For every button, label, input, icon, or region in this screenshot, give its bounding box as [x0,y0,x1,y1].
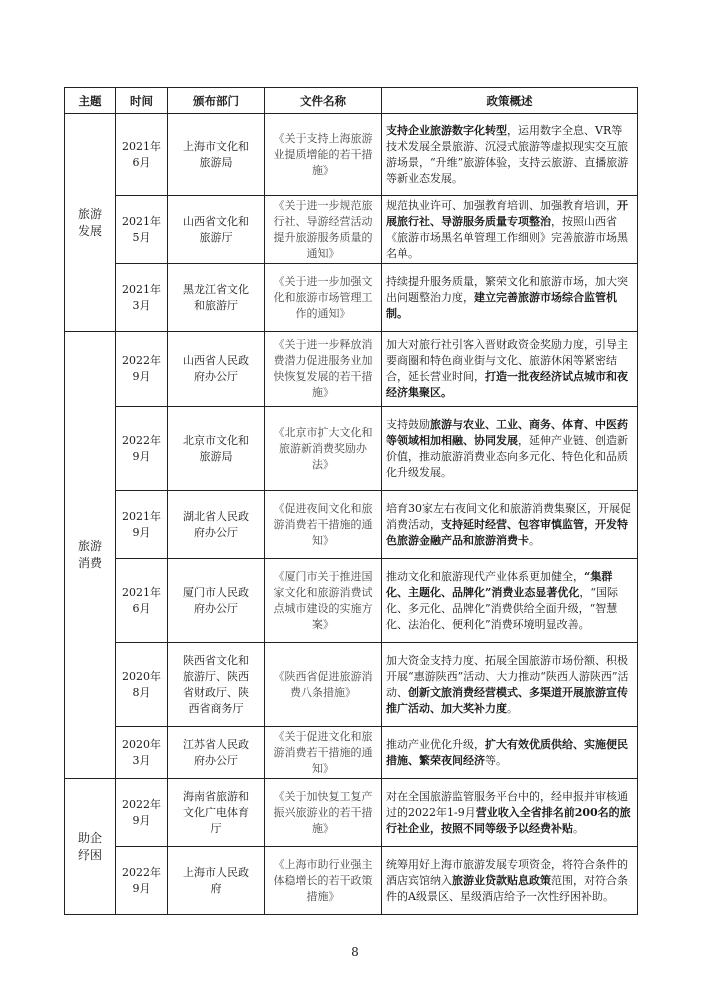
document-name-cell: 《关于支持上海旅游 业提质增能的若干措 施》 [265,114,382,196]
topic-cell: 旅游 发展 [65,114,116,332]
policy-summary-cell [382,643,638,727]
policy-summary-text: ，按照山西省《旅游市场黑名单管理工作细则》完善旅游市场黑名单。 [386,214,628,260]
document-name-cell: 《关于进一步释放消 费潜力促进服务业加 快恢复发展的若干措 施》 [265,332,382,407]
policy-summary-text: 。 [529,533,540,547]
topic-cell: 旅游 消费 [65,332,116,779]
time-cell: 2021年 9月 [116,491,168,559]
department-cell: 湖北省人民政 府办公厅 [168,491,265,559]
policy-summary-emphasis: 打造一批夜经济试点城市和夜经济集聚区。 [386,370,628,399]
policy-summary-cell [382,491,638,559]
table-header-row [65,88,638,114]
document-name-cell: 《关于加快复工复产 振兴旅游业的若干措 施》 [265,779,382,847]
table-row [65,779,638,847]
policy-summary-text: 等。 [485,753,507,767]
policy-summary-text: 。 [507,701,518,715]
policy-summary-emphasis: 支持延时经营、包容审慎监管，开发特色旅游金融产品和旅游消费卡 [386,517,628,547]
policy-summary-emphasis: “集群化、主题化、品牌化”消费业态显著优化 [386,569,613,599]
department-cell: 江苏省人民政 府办公厅 [168,727,265,779]
time-cell: 2021年 3月 [116,264,168,332]
department-cell: 山西省人民政 府办公厅 [168,332,265,407]
policy-summary-text: 持续提升服务质量，繁荣文化和旅游市场，加大突出问题整治力度， [386,274,628,304]
document-name-cell: 《关于促进文化和旅 游消费若干措施的通 知》 [265,727,382,779]
policy-summary-text: 推动产业优化升级， [386,737,485,751]
topic-cell: 助企 纾困 [65,779,116,915]
policy-summary-emphasis: 扩大有效优质供给、实施便民措施、繁荣夜间经济 [386,737,628,767]
header-topic: 主题 [65,88,116,114]
department-cell: 厦门市人民政 府办公厅 [168,559,265,643]
policy-summary-emphasis: 开展旅行社、导游服务质量专项整治 [386,198,628,228]
policy-summary-text: 对在全国旅游监管服务平台中的，经申报并审核通过的2022年1-9月 [386,789,628,819]
time-cell: 2020年 3月 [116,727,168,779]
document-name-cell: 《上海市助行业强主 体稳增长的若干政策 措施》 [265,847,382,915]
document-name-cell: 《北京市扩大文化和 旅游新消费奖励办 法》 [265,407,382,491]
table-row [65,643,638,727]
policy-summary-cell [382,264,638,332]
policy-summary-cell [382,196,638,264]
policy-summary-text: 。 [573,821,584,835]
policy-summary-text: 加大资金支持力度、拓展全国旅游市场份额、积极开展“惠游陕西”活动、大力推动“陕西人游陕西”活动、 [386,653,629,699]
time-cell: 2022年 9月 [116,847,168,915]
time-cell: 2021年 6月 [116,114,168,196]
table-row [65,114,638,196]
table-row [65,264,638,332]
page-number: 8 [351,945,359,959]
department-cell: 上海市人民政 府 [168,847,265,915]
department-cell: 上海市文化和 旅游局 [168,114,265,196]
document-name-cell: 《关于进一步加强文 化和旅游市场管理工 作的通知》 [265,264,382,332]
policy-summary-text: ，运用数字全息、VR等技术发展全景旅游、沉浸式旅游等虚拟现实交互旅游场景，“升维”旅游体验，支持云旅游、直播旅游等新业态发展。 [386,123,629,185]
table-row [65,727,638,779]
table-row [65,196,638,264]
policy-summary-emphasis: 支持企业旅游数字化转型 [386,123,507,137]
document-name-cell: 《促进夜间文化和旅 游消费若干措施的通 知》 [265,491,382,559]
policy-summary-text: 范围，对符合条件的A级景区、星级酒店给予一次性纾困补助。 [386,873,628,903]
department-cell: 山西省文化和 旅游厅 [168,196,265,264]
time-cell: 2022年 9月 [116,407,168,491]
document-name-cell: 《厦门市关于推进国 家文化和旅游消费试 点城市建设的实施方 案》 [265,559,382,643]
policy-summary-emphasis: 旅游业贷款贴息政策 [452,873,551,887]
policy-summary-text: 支持鼓励 [386,417,430,431]
policy-summary-emphasis: 创新文旅消费经营模式、多渠道开展旅游宣传推广活动、加大奖补力度 [386,685,628,715]
table-row [65,491,638,559]
policy-summary-cell [382,727,638,779]
time-cell: 2021年 5月 [116,196,168,264]
policy-summary-text: ，延伸产业链、创造新价值，推动旅游消费业态向多元化、特色化和品质化升级发展。 [386,433,628,479]
policy-summary-text: 加大对旅行社引客入晋财政资金奖励力度，引导主要商圈和特色商业街与文化、旅游休闲等紧密结合，延长营业时间， [386,338,628,383]
document-name-cell: 《关于进一步规范旅 行社、导游经营活动 提升旅游服务质量的 通知》 [265,196,382,264]
policy-summary-cell [382,407,638,491]
policy-summary-text: ，“国际化、多元化、品牌化”消费供给全面升级，“智慧化、法治化、便利化”消费环境明显改善。 [386,585,618,631]
policy-summary-cell [382,779,638,847]
department-cell: 北京市文化和 旅游局 [168,407,265,491]
policy-summary-cell [382,114,638,196]
header-policy-summary: 政策概述 [382,88,638,114]
time-cell: 2022年 9月 [116,779,168,847]
policy-summary-cell [382,847,638,915]
table-row [65,407,638,491]
policy-summary-text: 规范执业许可、加强教育培训、加强教育培训， [386,198,617,212]
time-cell: 2021年 6月 [116,559,168,643]
policy-summary-cell [382,332,638,407]
department-cell: 海南省旅游和 文化广电体育 厅 [168,779,265,847]
time-cell: 2020年 8月 [116,643,168,727]
policy-summary-emphasis: 建立完善旅游市场综合监管机制。 [386,290,617,320]
table-row [65,559,638,643]
department-cell: 陕西省文化和 旅游厅、陕西 省财政厅、陕 西省商务厅 [168,643,265,727]
header-document-name: 文件名称 [265,88,382,114]
policy-summary-text: 统筹用好上海市旅游发展专项资金，将符合条件的酒店宾馆纳入 [386,857,628,887]
department-cell: 黑龙江省文化 和旅游厅 [168,264,265,332]
policy-summary-emphasis: 旅游与农业、工业、商务、体育、中医药等领域相加相融、协同发展 [386,417,628,447]
table-row [65,332,638,407]
policy-summary-emphasis: 营业收入全省排名前200名的旅行社企业，按照不同等级予以经费补贴 [386,805,631,835]
policy-summary-text: 培育30家左右夜间文化和旅游消费集聚区，开展促消费活动， [386,501,631,531]
document-name-cell: 《陕西省促进旅游消 费八条措施》 [265,643,382,727]
table-row [65,847,638,915]
time-cell: 2022年 9月 [116,332,168,407]
policy-table [64,87,638,915]
header-department: 颁布部门 [168,88,265,114]
policy-summary-text: 推动文化和旅游现代产业体系更加健全， [386,569,584,583]
policy-summary-cell [382,559,638,643]
header-time: 时间 [116,88,168,114]
